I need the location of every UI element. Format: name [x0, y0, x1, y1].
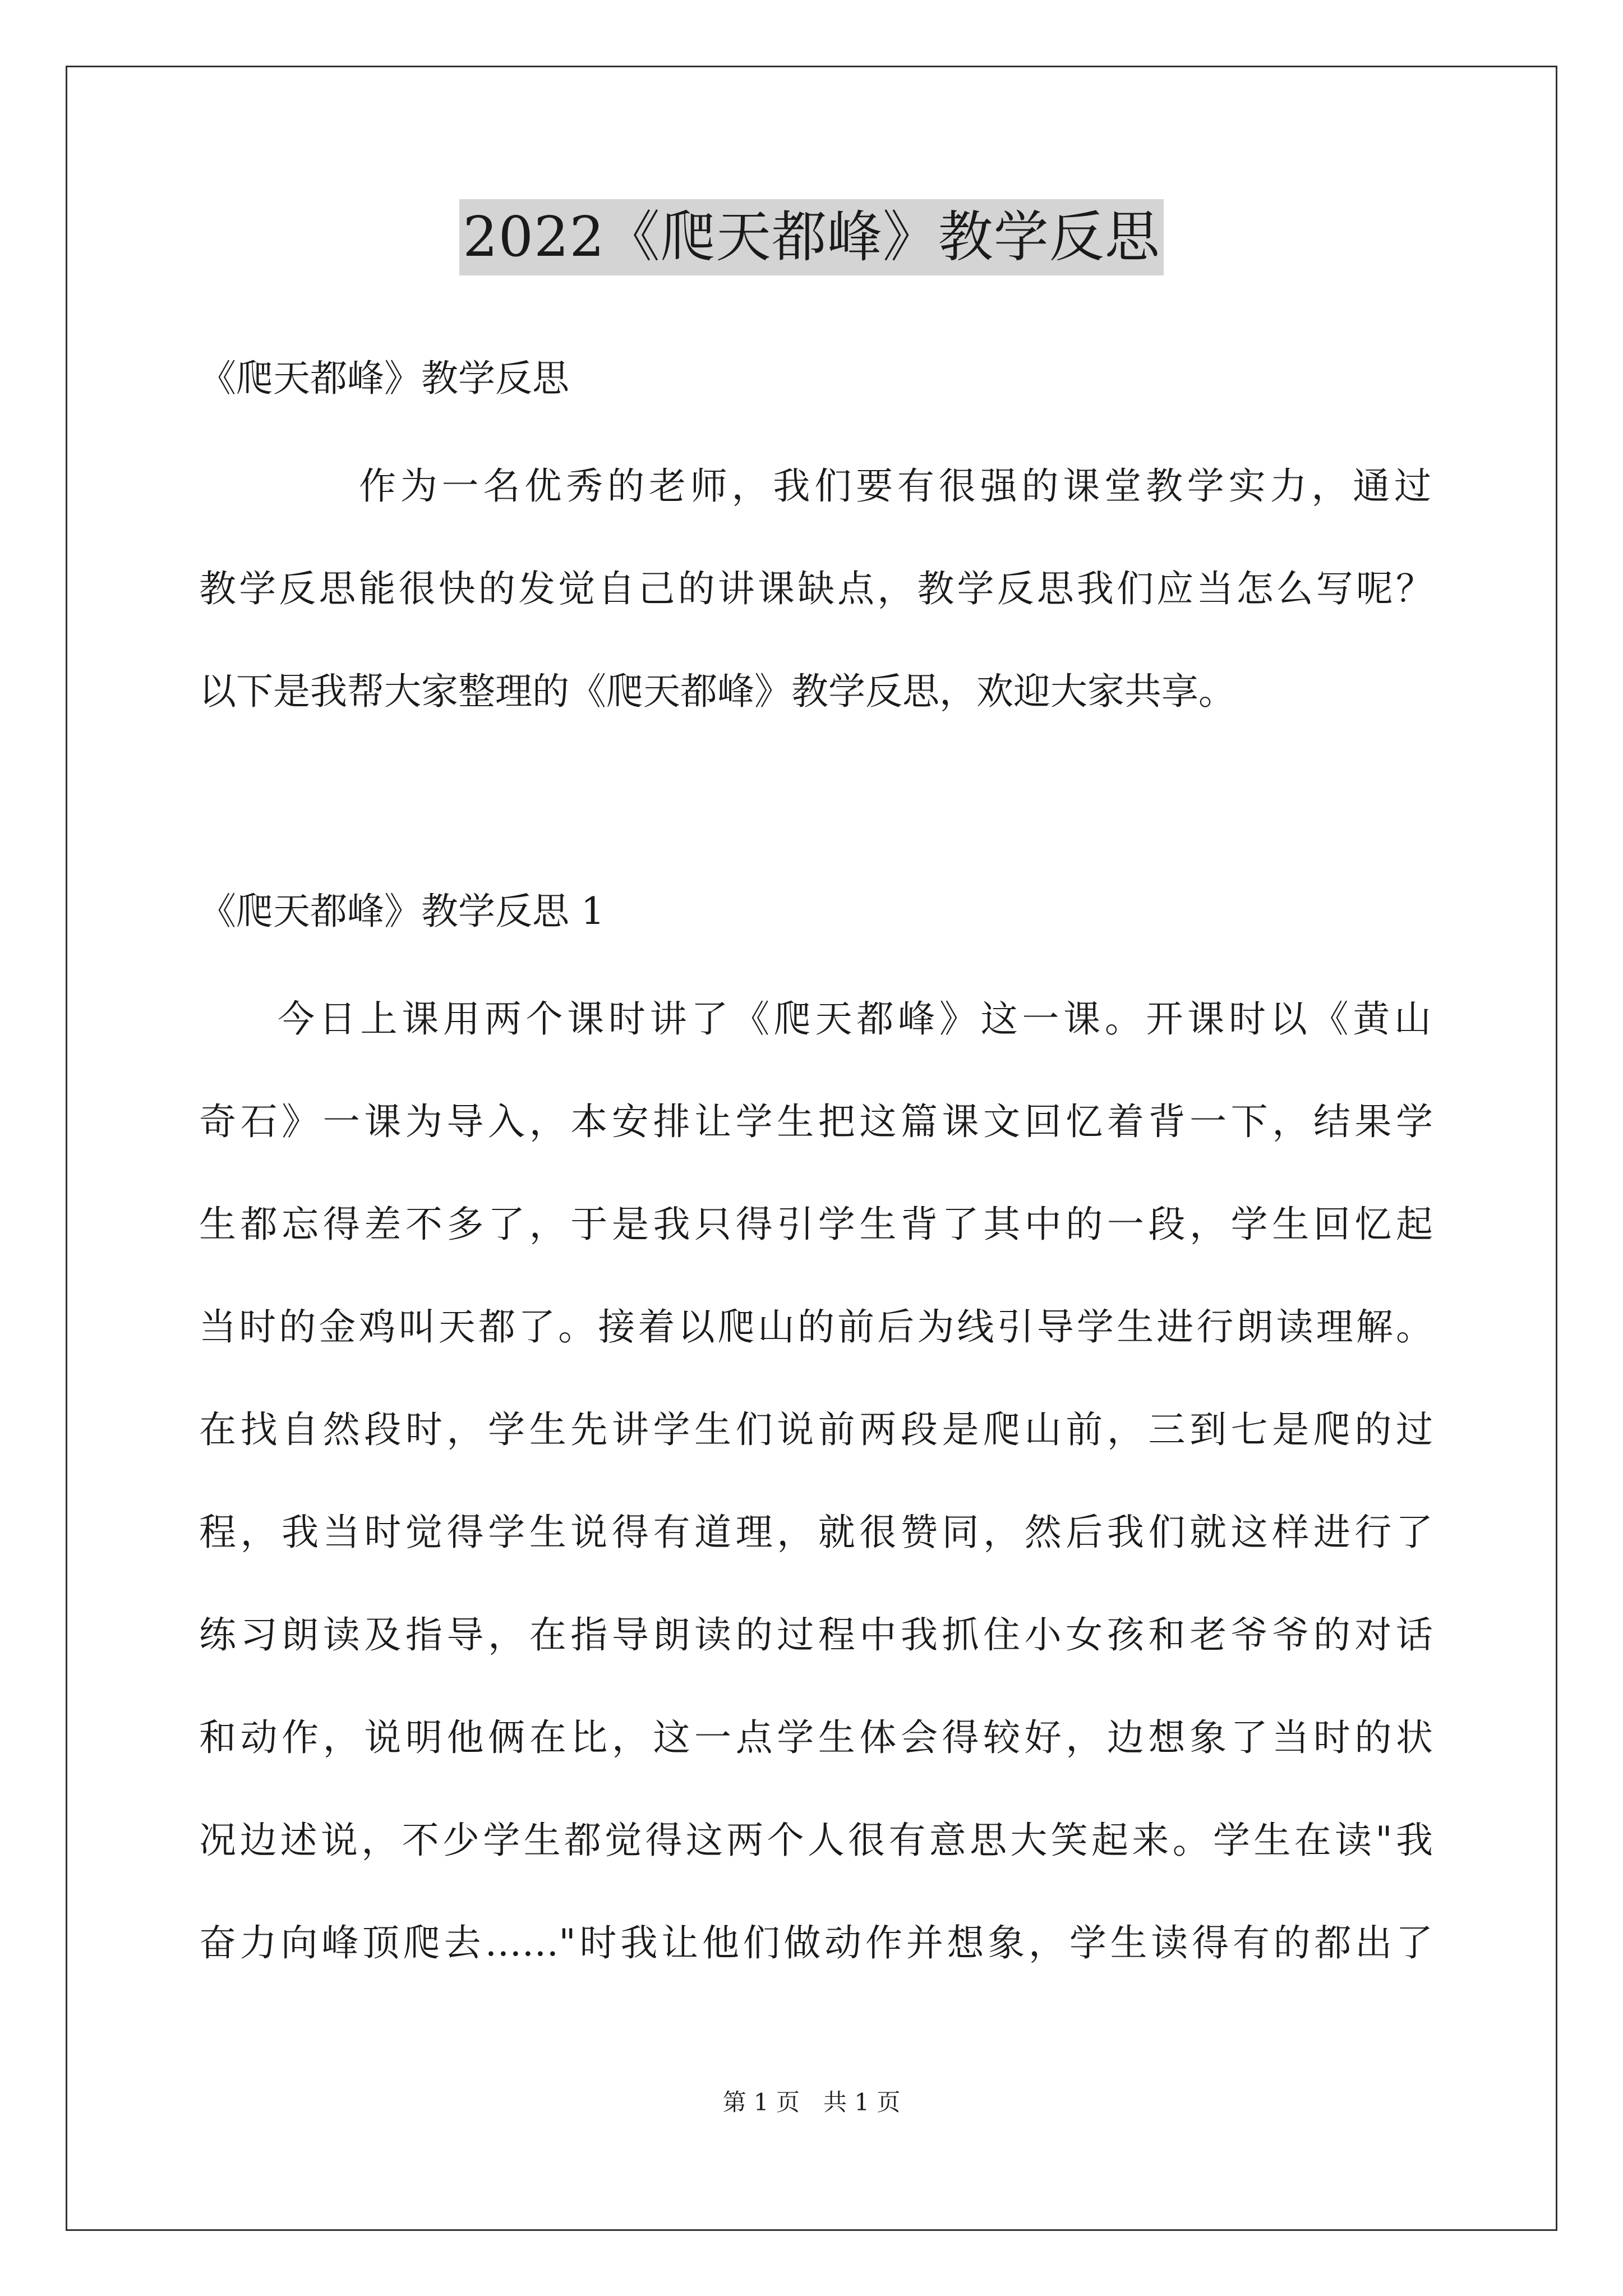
- body-line: 生都忘得差不多了，于是我只得引学生背了其中的一段，学生回忆起: [199, 1203, 1433, 1246]
- intro-line: 以下是我帮大家整理的《爬天都峰》教学反思，欢迎大家共享。: [199, 670, 1235, 713]
- body-line: 和动作，说明他俩在比，这一点学生体会得较好，边想象了当时的状: [199, 1716, 1433, 1759]
- intro-line: 教学反思能很快的发觉自己的讲课缺点，教学反思我们应当怎么写呢？: [199, 567, 1433, 610]
- body-line: 况边述说，不少学生都觉得这两个人很有意思大笑起来。学生在读"我: [199, 1819, 1433, 1862]
- body-line: 程，我当时觉得学生说得有道理，就很赞同，然后我们就这样进行了: [199, 1511, 1433, 1554]
- body-line: 奇石》一课为导入，本安排让学生把这篇课文回忆着背一下，结果学: [199, 1100, 1433, 1143]
- body-line: 奋力向峰顶爬去……"时我让他们做动作并想象，学生读得有的都出了: [199, 1921, 1433, 1964]
- section-heading: 《爬天都峰》教学反思 1: [199, 890, 605, 933]
- page-number-footer: 第 1 页 共 1 页: [722, 2088, 901, 2116]
- body-line: 今日上课用两个课时讲了《爬天都峰》这一课。开课时以《黄山: [278, 997, 1431, 1041]
- document-title: 2022《爬天都峰》教学反思: [459, 199, 1163, 275]
- title-container: [0, 199, 1623, 275]
- intro-line: 作为一名优秀的老师，我们要有很强的课堂教学实力，通过: [359, 464, 1431, 508]
- body-line: 在找自然段时，学生先讲学生们说前两段是爬山前，三到七是爬的过: [199, 1408, 1433, 1451]
- document-subtitle: 《爬天都峰》教学反思: [199, 357, 569, 400]
- body-line: 练习朗读及指导，在指导朗读的过程中我抓住小女孩和老爷爷的对话: [199, 1613, 1433, 1657]
- body-line: 当时的金鸡叫天都了。接着以爬山的前后为线引导学生进行朗读理解。: [199, 1305, 1433, 1349]
